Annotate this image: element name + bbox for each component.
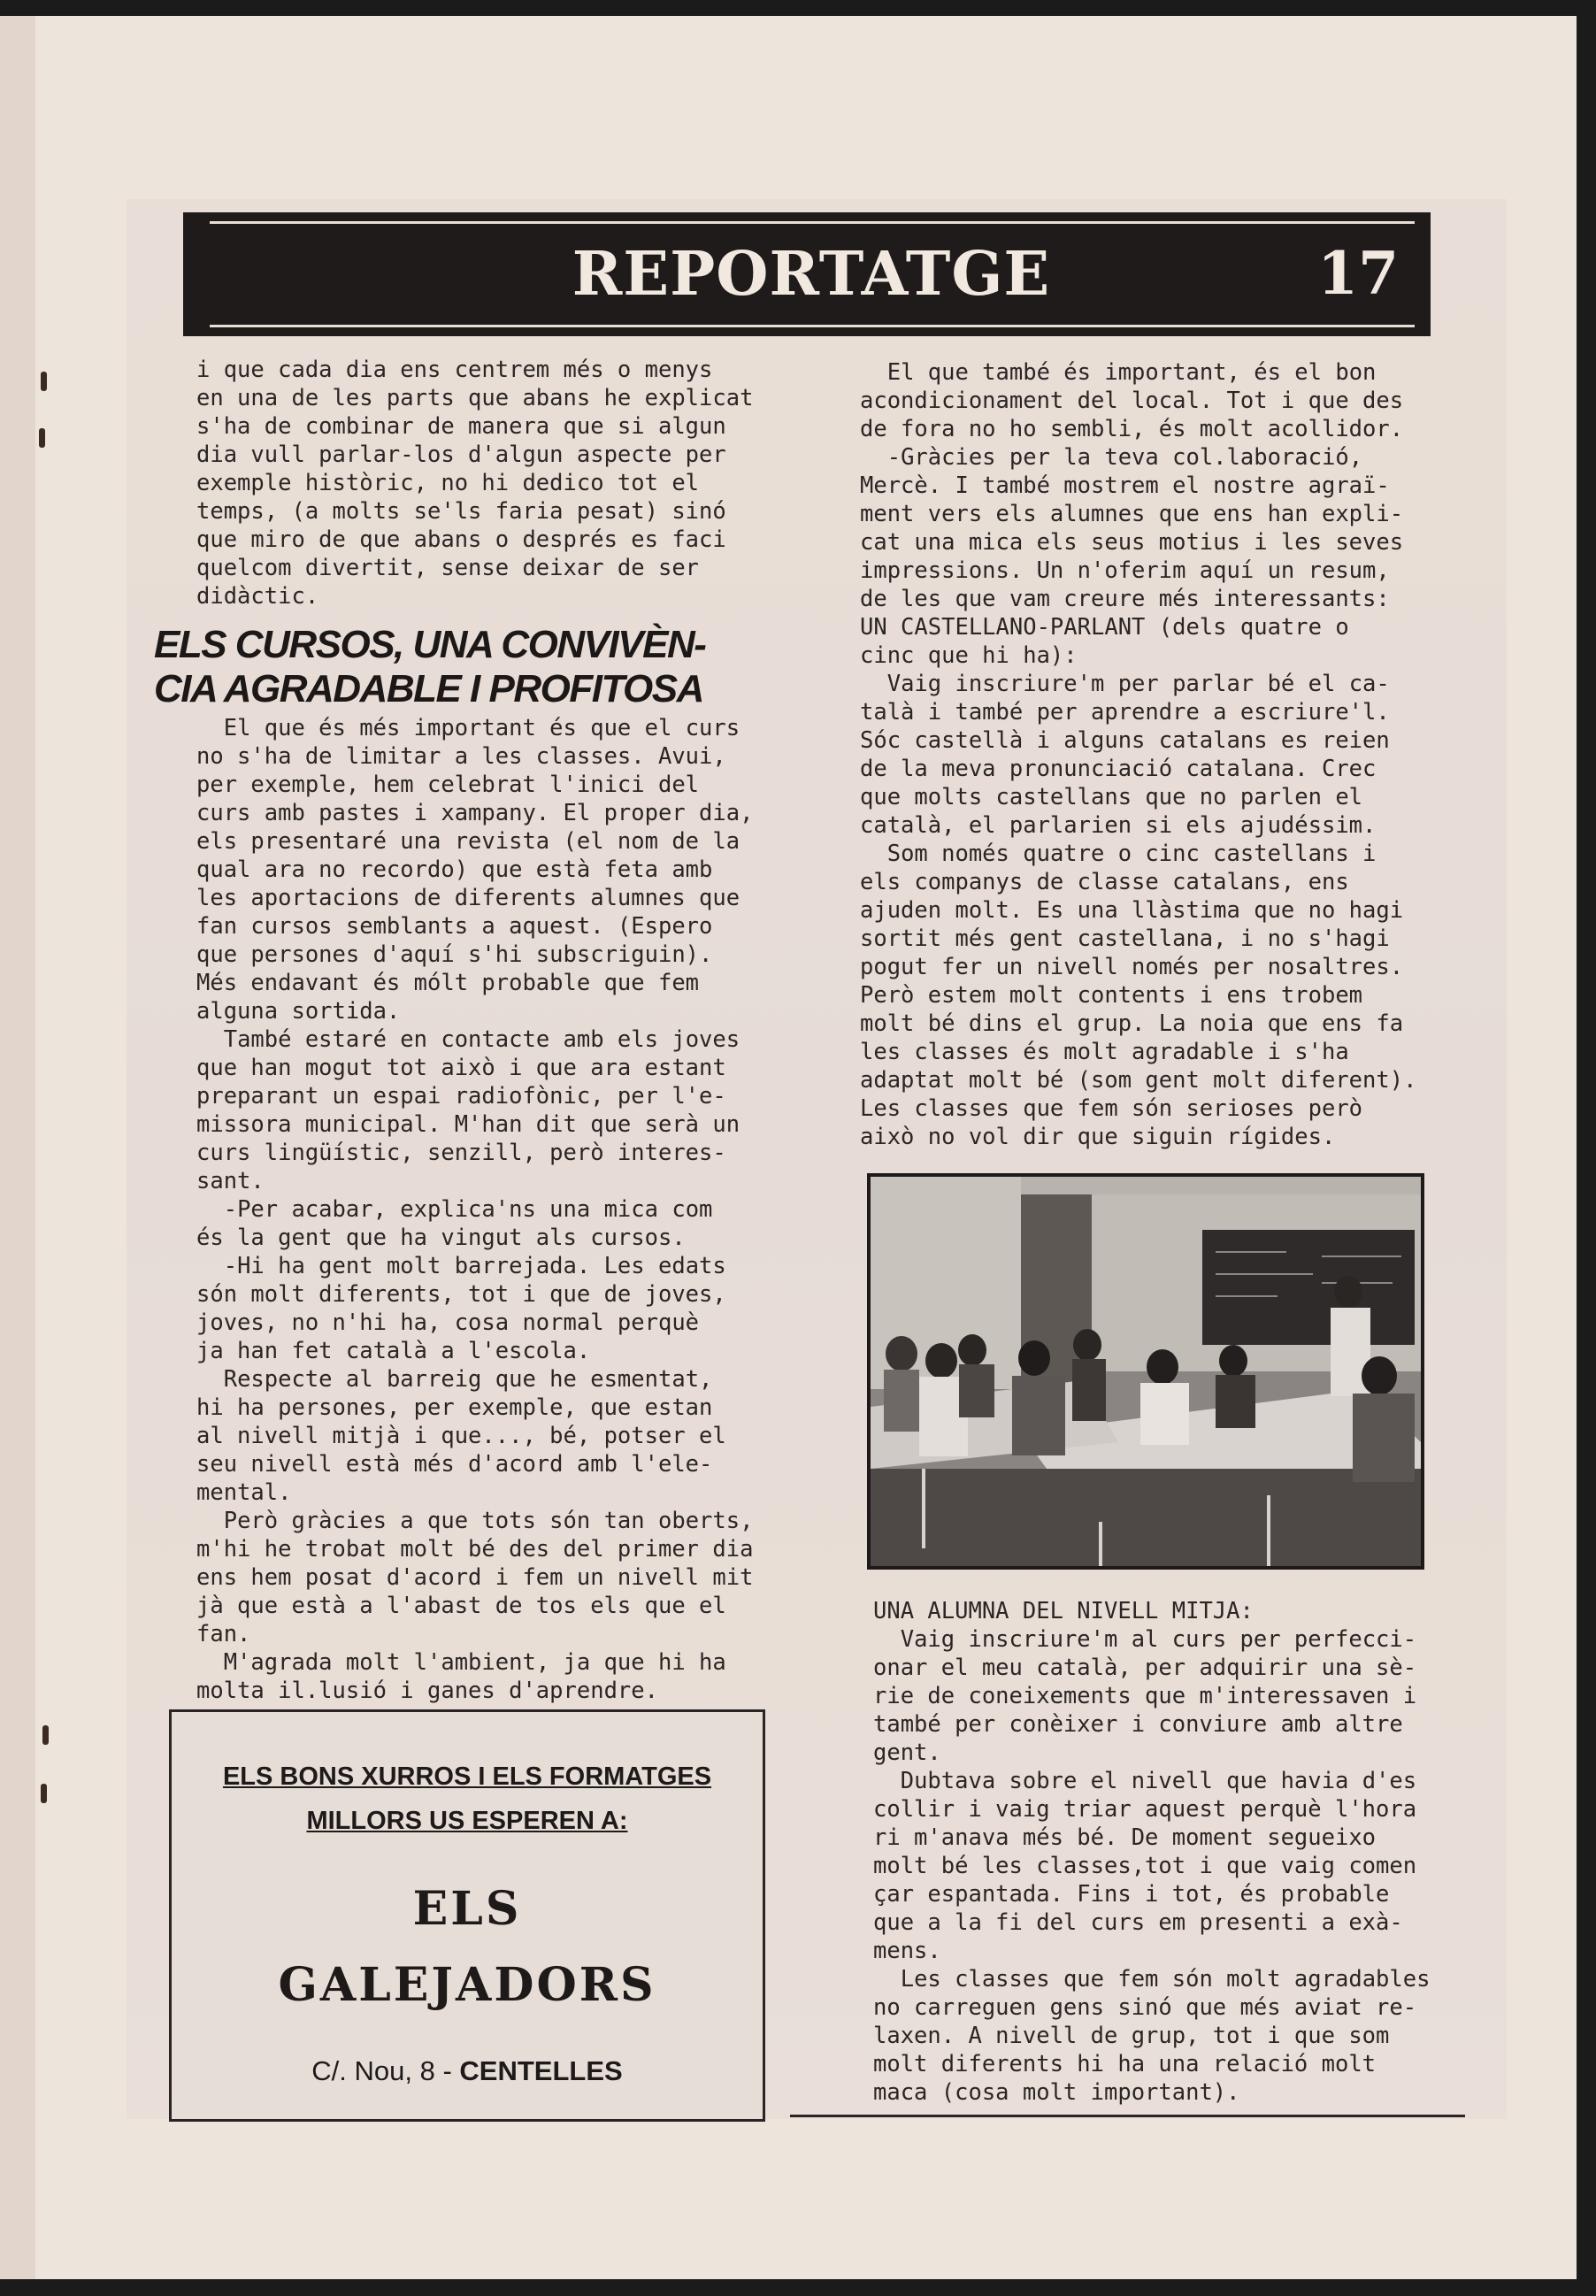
ad-address-street: C/. Nou, 8 - <box>311 2055 452 2086</box>
header-rule-top <box>210 221 1415 224</box>
ad-heading-line1: ELS BONS XURROS I ELS FORMATGES <box>222 1762 712 1791</box>
ad-name-line1: ELS <box>412 1882 522 1936</box>
page-number: 17 <box>1317 239 1399 308</box>
bottom-rule <box>790 2115 1465 2117</box>
advertisement-box <box>169 1709 765 2122</box>
ad-address-town: CENTELLES <box>459 2055 623 2086</box>
section-header-bar <box>183 212 1431 336</box>
right-body-bottom: UNA ALUMNA DEL NIVELL MITJA: Vaig inscriure'm al curs per perfecci- onar el meu català, per adquirir una sè- rie de coneixements que m'interessaven i també per conèixer i conviure amb altre gent. Dubtava sobre el nivell que havia d'es collir i vaig triar aquest perquè l'hora ri m'anava més bé. De moment segueixo molt bé les classes,tot i que vaig comen çar espantada. Fins i tot, és probable que a la fi del curs em presenti a exà- mens. Les classes que fem són molt agradables no carreguen gens sinó que més aviat re- laxen. A nivell de grup, tot i que som molt diferents hi ha una relació molt maca (cosa molt important). <box>873 1598 1431 2106</box>
left-column <box>196 356 807 610</box>
ad-heading <box>172 1755 763 1843</box>
section-title: REPORTATGE <box>572 239 1051 310</box>
header-rule-bottom <box>210 325 1415 327</box>
article-subheading: ELS CURSOS, UNA CONVIVÈN- CIA AGRADABLE I PROFITOSA <box>154 623 706 710</box>
left-body-text: El que és més important és que el curs no s'ha de limitar a les classes. Avui, per exemple, hem celebrat l'inici del curs amb pastes i xampany. El proper dia, els presentaré una revista (el nom de la qual ara no recordo) que està feta amb les aportacions de diferents alumnes que fan cursos semblants a aquest. (Espero que persones d'aquí s'hi subscriguin). Més endavant és mólt probable que fem alguna sortida. També estaré en contacte amb els joves que han mogut tot això i que ara estant preparant un espai radiofònic, per l'e- missora municipal. M'han dit que serà un curs lingüístic, senzill, però interes- sant. -Per acabar, explica'ns una mica com és la gent que ha vingut als cursos. -Hi ha gent molt barrejada. Les edats són molt diferents, tot i que de joves, joves, no n'hi ha, cosa normal perquè ja han fet català a l'escola. Respecte al barreig que he esmentat, hi ha persones, per exemple, que estan al nivell mitjà i que..., bé, potser el seu nivell està més d'acord amb l'ele- mental. Però gràcies a que tots són tan oberts, m'hi he trobat molt bé des del primer dia ens hem posat d'acord i fem un nivell mit jà que està a l'abast de tos els que el fan. M'agrada molt l'ambient, ja que hi ha molta il.lusió i ganes d'aprendre. <box>196 715 754 1704</box>
right-column-bottom <box>873 1597 1475 2107</box>
ad-heading-line2: MILLORS US ESPEREN A: <box>306 1807 628 1835</box>
ad-name-line2: GALEJADORS <box>278 1958 656 2012</box>
right-column <box>860 358 1462 1151</box>
ad-address <box>172 2055 763 2087</box>
left-column-body <box>196 714 807 1705</box>
ad-business-name <box>172 1871 763 2023</box>
classroom-photo <box>867 1173 1424 1570</box>
right-body-top: El que també és important, és el bon acondicionament del local. Tot i que des de fora no ho sembli, és molt acollidor. -Gràcies per la teva col.laboració, Mercè. I també mostrem el nostre agraï- ment vers els alumnes que ens han expli- cat una mica els seus motius i les seves impressions. Un n'oferim aquí un resum, de les que vam creure més interessants: UN CASTELLANO-PARLANT (dels quatre o cinc que hi ha): Vaig inscriure'm per parlar bé el ca- talà i també per aprendre a escriure'l. Sóc castellà i alguns catalans es reien de la meva pronunciació catalana. Crec que molts castellans que no parlen el català, el parlarien si els ajudéssim. Som només quatre o cinc castellans i els companys de classe catalans, ens ajuden molt. Es una llàstima que no hagi sortit més gent castellana, i no s'hagi pogut fer un nivell només per nosaltres. Però estem molt contents i ens trobem molt bé dins el grup. La noia que ens fa les classes és molt agradable i s'ha adaptat molt bé (som gent molt diferent). Les classes que fem són serioses però això no vol dir que siguin rígides. <box>860 359 1417 1150</box>
intro-paragraph: i que cada dia ens centrem més o menys en una de les parts que abans he explicat s'ha de combinar de manera que si algun dia vull parlar-los d'algun aspecte per exemple històric, no hi dedico tot el temps, (a molts se'ls faria pesat) sinó que miro de que abans o després es faci quelcom divertit, sense deixar de ser didàctic. <box>196 357 754 610</box>
classroom-photo-image <box>871 1177 1421 1566</box>
